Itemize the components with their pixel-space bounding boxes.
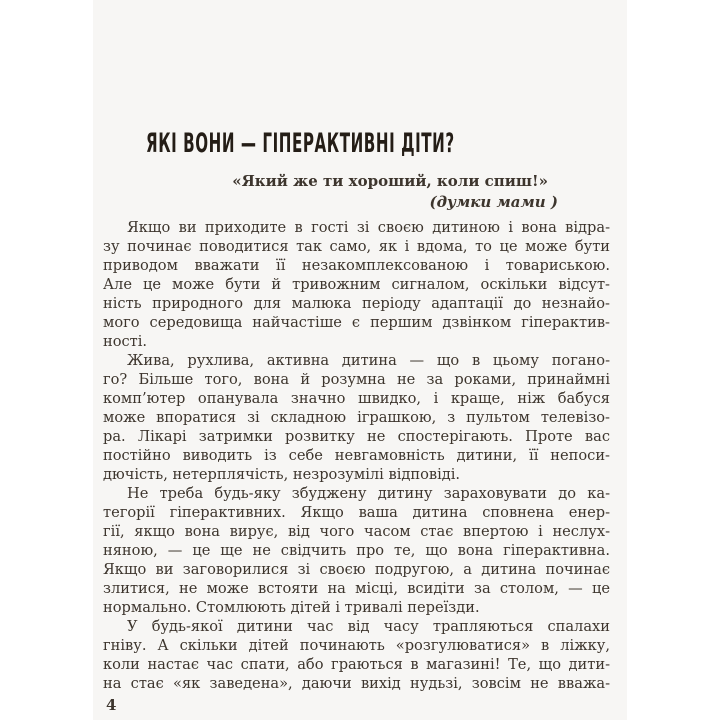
book-page	[93, 0, 627, 720]
epigraph-quote: «Який же ти хороший, коли спиш!»	[232, 172, 548, 190]
paragraph	[103, 484, 610, 617]
text-line: на стає «як заведена», даючи вихід нудьзі, зовсім не вважа-	[103, 675, 610, 692]
text-line: гії, якщо вона вирує, від чого часом стає впертою і неслух-	[103, 523, 610, 540]
text-line: мого середовища найчастіше є першим дзвінком гіперактив-	[103, 314, 610, 331]
text-line: дючість, нетерплячість, незрозумілі відповіді.	[103, 466, 461, 483]
page-number: 4	[106, 696, 117, 714]
text-line: Жива, рухлива, активна дитина — що в цьому погано-	[127, 352, 610, 369]
epigraph-attribution: (думки мами )	[429, 193, 558, 211]
epigraph	[232, 171, 558, 213]
article-text	[103, 218, 610, 693]
text-line: зу починає поводитися так само, як і вдома, то це може бути	[103, 238, 610, 255]
text-line: приводом вважати її незакомплексованою і товариською.	[103, 257, 610, 274]
text-line: Але це може бути й тривожним сигналом, оскільки відсут-	[103, 276, 610, 293]
text-line: постійно виводить із себе невгамовність дитини, її непоси-	[103, 447, 610, 464]
paragraph	[103, 617, 610, 693]
text-line: коли настає час спати, або граються в магазині! Те, що дити-	[103, 656, 610, 673]
paragraph	[103, 351, 610, 484]
text-line: може впоратися зі складною іграшкою, з пультом телевізо-	[103, 409, 610, 426]
text-line: нормально. Стомлюють дітей і тривалі переїзди.	[103, 599, 480, 616]
paragraph	[103, 218, 610, 351]
text-line: Якщо ви заговорилися зі своєю подругою, а дитина починає	[103, 561, 610, 578]
text-line: Якщо ви приходите в гості зі своєю дитиною і вона відра-	[127, 219, 610, 236]
text-line: ра. Лікарі затримки розвитку не спостерігають. Проте вас	[103, 428, 610, 445]
text-line: гніву. А скільки дітей починають «розгулюватися» в ліжку,	[103, 637, 610, 654]
text-line: У будь-якої дитини час від часу трапляються спалахи	[127, 618, 610, 635]
chapter-title: ЯКІ ВОНИ — ГІПЕРАКТИВНІ ДІТИ?	[146, 128, 455, 159]
text-line: комп’ютер опанувала значно швидко, і краще, ніж бабуся	[103, 390, 610, 407]
text-line: ність природного для малюка періоду адаптації до незнайо-	[103, 295, 610, 312]
text-line: го? Більше того, вона й розумна не за роками, принаймні	[103, 371, 610, 388]
text-line: ності.	[103, 333, 148, 350]
text-line: няною, — це ще не свідчить про те, що вона гіперактивна.	[103, 542, 610, 559]
text-line: Не треба будь-яку збуджену дитину зараховувати до ка-	[127, 485, 610, 502]
text-line: злитися, не може встояти на місці, всидіти за столом, — це	[103, 580, 610, 597]
text-line: тегорії гіперактивних. Якщо ваша дитина сповнена енер-	[103, 504, 610, 521]
